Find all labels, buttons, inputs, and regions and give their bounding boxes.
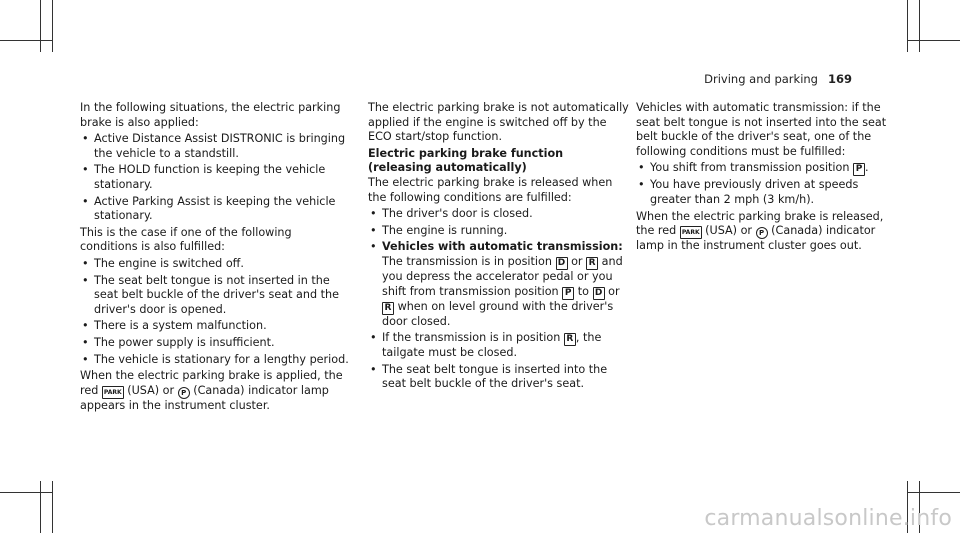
crop-mark: [40, 481, 41, 533]
crop-mark: [907, 0, 908, 52]
gear-d-icon: D: [593, 287, 605, 300]
crop-mark: [908, 40, 960, 41]
gear-r-icon: R: [564, 333, 576, 346]
column-2: [368, 101, 630, 394]
list-item: • The seat belt tongue is not inserted in the seat belt buckle of the driver's seat and the driver's door is opened.: [80, 274, 352, 318]
list-item: • Active Distance Assist DISTRONIC is bringing the vehicle to a standstill.: [80, 132, 352, 161]
watermark: carmanualsonline.info: [704, 506, 952, 532]
conditions-list: [80, 257, 352, 367]
release-conditions-list: [368, 207, 630, 392]
park-lamp-icon: PARK: [102, 386, 124, 399]
eco-paragraph: The electric parking brake is not automatically applied if the engine is switched off by the ECO start/stop function.: [368, 101, 629, 144]
crop-mark: [919, 0, 920, 52]
list-item: • The driver's door is closed.: [368, 207, 630, 222]
released-paragraph: The electric parking brake is released when the following conditions are fulfilled:: [368, 175, 613, 204]
released-lamp-paragraph: When the electric parking brake is released, the red PARK (USA) or P (Canada) indicator lamp in the instrument cluster goes out.: [636, 209, 884, 253]
park-circle-icon: P: [178, 387, 190, 399]
list-item: • The power supply is insufficient.: [80, 336, 352, 351]
list-item: • You have previously driven at speeds greater than 2 mph (3 km/h).: [636, 178, 898, 207]
list-item: • There is a system malfunction.: [80, 319, 352, 334]
list-item: • Vehicles with automatic transmission: The transmission is in position D or R and you depress the accelerator pedal or you shift from transmission position P to D or R when on level ground with the driver's door closed.: [368, 240, 630, 329]
column-3: [636, 101, 898, 256]
park-lamp-icon: PARK: [680, 226, 702, 239]
page-number: 169: [827, 72, 852, 86]
gear-r-icon: R: [382, 302, 394, 315]
gear-d-icon: D: [556, 257, 568, 270]
gear-r-icon: R: [586, 257, 598, 270]
gear-p-icon: P: [853, 163, 865, 176]
list-item: • You shift from transmission position P .: [636, 161, 898, 176]
list-item: • The seat belt tongue is inserted into the seat belt buckle of the driver's seat.: [368, 363, 630, 392]
crop-mark: [52, 0, 53, 52]
situations-list: [80, 132, 352, 224]
seatbelt-conditions-list: [636, 161, 898, 207]
conditions-paragraph: This is the case if one of the following conditions is also fulfilled:: [80, 225, 292, 254]
crop-mark: [52, 481, 53, 533]
crop-mark: [40, 0, 41, 52]
page-header: [704, 72, 852, 87]
list-item: • Active Parking Assist is keeping the vehicle stationary.: [80, 195, 352, 224]
list-item: • The HOLD function is keeping the vehicle stationary.: [80, 163, 352, 192]
park-circle-icon: P: [756, 227, 768, 239]
crop-mark: [0, 40, 52, 41]
applied-paragraph: When the electric parking brake is applied, the red PARK (USA) or P (Canada) indicator lamp appears in the instrument cluster.: [80, 369, 343, 412]
section-title: Driving and parking: [704, 72, 818, 86]
auto-intro-paragraph: Vehicles with automatic transmission: if the seat belt tongue is not inserted into the seat belt buckle of the driver's seat, one of the following conditions must be fulfilled:: [636, 101, 887, 158]
auto-transmission-heading: • Vehicles with automatic transmission:: [382, 240, 623, 254]
list-item: • The vehicle is stationary for a lengthy period.: [80, 353, 352, 368]
gear-p-icon: P: [562, 287, 574, 300]
column-1: [80, 101, 352, 415]
crop-mark: [908, 492, 960, 493]
crop-mark: [0, 492, 52, 493]
list-item: • If the transmission is in position R , the tailgate must be closed.: [368, 331, 630, 361]
list-item: • The engine is switched off.: [80, 257, 352, 272]
list-item: • The engine is running.: [368, 224, 630, 239]
intro-paragraph: In the following situations, the electric parking brake is also applied:: [80, 101, 341, 129]
section-heading: Electric parking brake function (releasing automatically): [368, 146, 564, 175]
